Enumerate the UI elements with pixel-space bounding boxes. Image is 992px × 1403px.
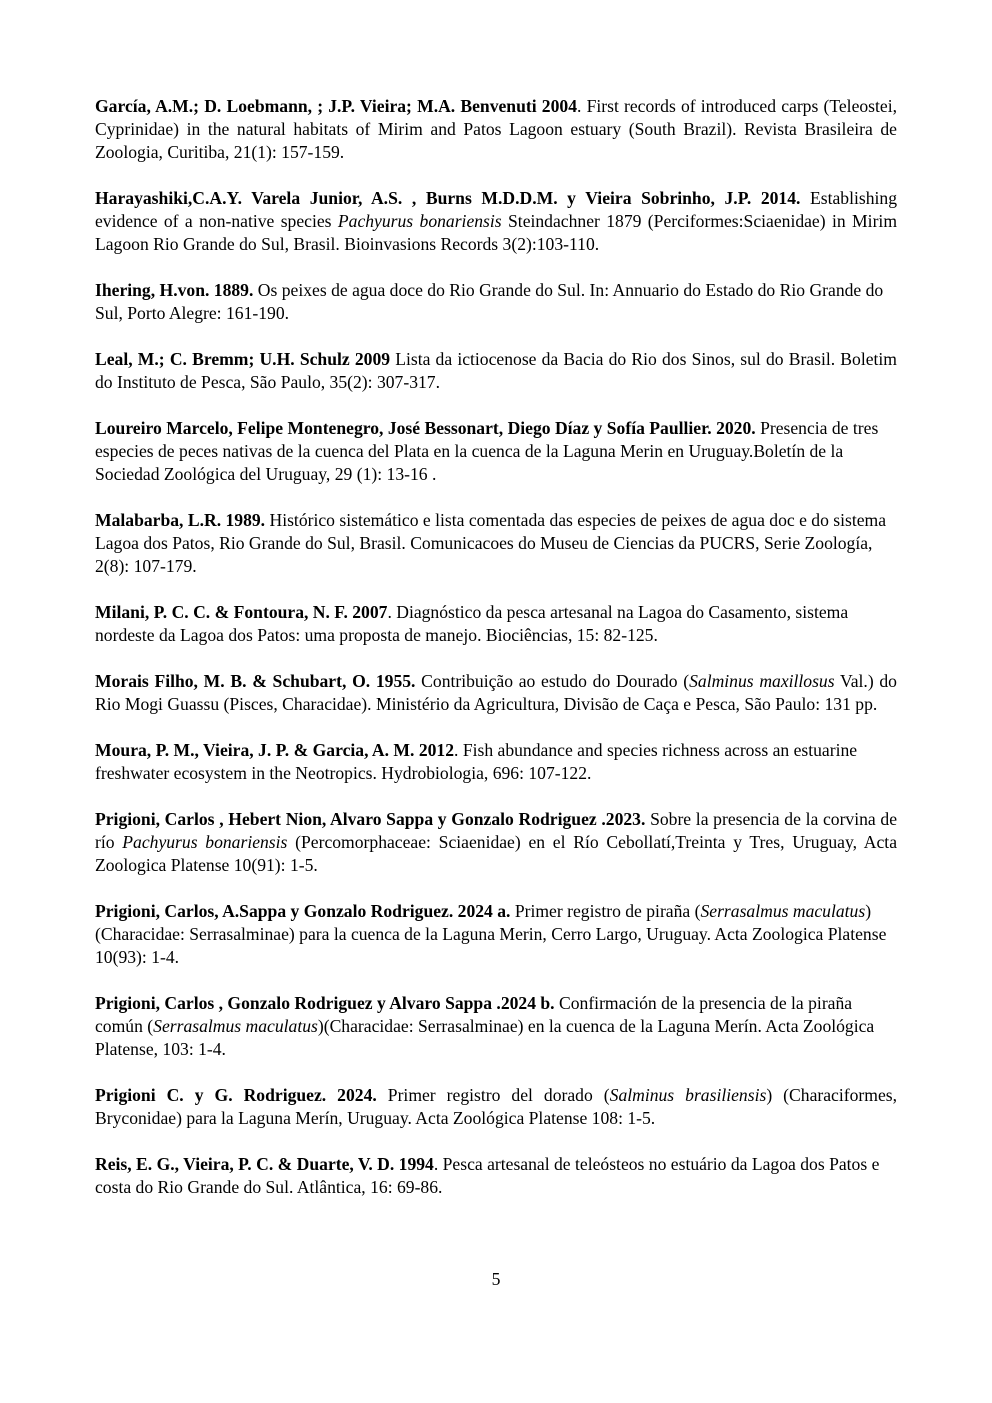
page-number: 5 xyxy=(491,1269,501,1289)
reference-text: . Fish abundance and species richness across an estuarine freshwater ecosystem in the Neotropics. Hydrobiologia, 696: 107-122. xyxy=(95,740,858,783)
reference-entry xyxy=(95,279,897,325)
reference-entry xyxy=(95,417,897,486)
reference-entry xyxy=(95,992,897,1061)
reference-authors: Reis, E. G., Vieira, P. C. & Duarte, V. D. 1994 xyxy=(95,1154,434,1174)
reference-authors: Milani, P. C. C. & Fontoura, N. F. 2007 xyxy=(95,602,388,622)
reference-text: Contribuição ao estudo do Dourado ( xyxy=(415,671,690,691)
reference-entry xyxy=(95,739,897,785)
reference-authors: Malabarba, L.R. 1989. xyxy=(95,510,266,530)
reference-text: . Diagnóstico da pesca artesanal na Lagoa do Casamento, sistema nordeste da Lagoa dos Patos: uma proposta de manejo. Biociências, 15: 82-125. xyxy=(95,602,849,645)
reference-text: Primer registro del dorado ( xyxy=(376,1085,610,1105)
reference-text: Val.) do Rio Mogi Guassu (Pisces, Characidae). Ministério da Agricultura, Divisão de Caça e Pesca, São Paulo: 131 pp. xyxy=(95,671,897,714)
reference-entry xyxy=(95,95,897,164)
reference-text: . First records of introduced carps (Teleostei, Cyprinidae) in the natural habitats of Mirim and Patos Lagoon estuary (South Brazil). Revista Brasileira de Zoologia, Curitiba, 21(1): 157-159. xyxy=(95,96,898,162)
species-name: Salminus maxillosus xyxy=(689,671,835,691)
reference-authors: Prigioni C. y G. Rodriguez. 2024. xyxy=(95,1085,377,1105)
reference-text: Confirmación de la presencia de la piraña común ( xyxy=(95,993,853,1036)
reference-entry xyxy=(95,187,897,256)
species-name: Pachyurus bonariensis xyxy=(337,211,502,231)
reference-authors: Loureiro Marcelo, Felipe Montenegro, José Bessonart, Diego Díaz y Sofía Paullier. 2020. xyxy=(95,418,756,438)
reference-text: Primer registro de piraña ( xyxy=(510,901,701,921)
reference-text: Presencia de tres especies de peces nativas de la cuenca del Plata en la cuenca de la Laguna Merin en Uruguay.Boletín de la Sociedad Zoológica del Uruguay, 29 (1): 13-16 . xyxy=(95,418,879,484)
reference-text: Steindachner 1879 (Perciformes:Sciaenidae) in Mirim Lagoon Rio Grande do Sul, Brasil. Bioinvasions Records 3(2):103-110. xyxy=(95,211,898,254)
reference-authors: Morais Filho, M. B. & Schubart, O. 1955. xyxy=(95,671,416,691)
reference-text: Sobre la presencia de la corvina de río xyxy=(95,809,898,852)
reference-entry xyxy=(95,670,897,716)
reference-authors: García, A.M.; D. Loebmann, ; J.P. Vieira; M.A. Benvenuti 2004 xyxy=(95,96,577,116)
reference-entry xyxy=(95,1084,897,1130)
reference-entry xyxy=(95,900,897,969)
reference-text: ) (Characidae: Serrasalminae) para la cuenca de la Laguna Merin, Cerro Largo, Uruguay. Acta Zoologica Platense 10(93): 1-4. xyxy=(95,901,887,967)
reference-entry xyxy=(95,601,897,647)
reference-list xyxy=(95,95,897,1222)
reference-entry xyxy=(95,348,897,394)
reference-text: )(Characidae: Serrasalminae) en la cuenca de la Laguna Merín. Acta Zoológica Platense, 103: 1-4. xyxy=(95,1016,875,1059)
reference-text: (Percomorphaceae: Sciaenidae) en el Río Cebollatí,Treinta y Tres, Uruguay, Acta Zoologica Platense 10(91): 1-5. xyxy=(95,832,898,875)
species-name: Pachyurus bonariensis xyxy=(122,832,288,852)
reference-authors: Harayashiki,C.A.Y. Varela Junior, A.S. , Burns M.D.D.M. y Vieira Sobrinho, J.P. 2014. xyxy=(95,188,801,208)
reference-text: Lista da ictiocenose da Bacia do Rio dos Sinos, sul do Brasil. Boletim do Instituto de Pesca, São Paulo, 35(2): 307-317. xyxy=(95,349,897,392)
reference-authors: Prigioni, Carlos , Gonzalo Rodriguez y Alvaro Sappa .2024 b. xyxy=(95,993,555,1013)
reference-entry xyxy=(95,808,897,877)
reference-text: ) (Characiformes, Bryconidae) para la Laguna Merín, Uruguay. Acta Zoológica Platense 108: 1-5. xyxy=(95,1085,897,1128)
reference-authors: Prigioni, Carlos, A.Sappa y Gonzalo Rodriguez. 2024 a. xyxy=(95,901,511,921)
reference-entry xyxy=(95,1153,897,1199)
reference-text: Os peixes de agua doce do Rio Grande do Sul. In: Annuario do Estado do Rio Grande do Sul, Porto Alegre: 161-190. xyxy=(95,280,884,323)
reference-authors: Leal, M.; C. Bremm; U.H. Schulz 2009 xyxy=(95,349,391,369)
reference-text: Establishing evidence of a non-native species xyxy=(95,188,898,231)
reference-authors: Ihering, H.von. 1889. xyxy=(95,280,254,300)
reference-text: . Pesca artesanal de teleósteos no estuário da Lagoa dos Patos e costa do Rio Grande do Sul. Atlântica, 16: 69-86. xyxy=(95,1154,880,1197)
species-name: Salminus brasiliensis xyxy=(609,1085,767,1105)
reference-authors: Prigioni, Carlos , Hebert Nion, Alvaro Sappa y Gonzalo Rodriguez .2023. xyxy=(95,809,646,829)
species-name: Serrasalmus maculatus xyxy=(153,1016,318,1036)
species-name: Serrasalmus maculatus xyxy=(700,901,866,921)
reference-text: Histórico sistemático e lista comentada das especies de peixes de agua doc e do sistema Lagoa dos Patos, Rio Grande do Sul, Brasil. Comunicacoes do Museu de Ciencias da PUCRS, Serie Zoología, 2(8): 107-179. xyxy=(95,510,887,576)
reference-entry xyxy=(95,509,897,578)
reference-authors: Moura, P. M., Vieira, J. P. & Garcia, A. M. 2012 xyxy=(95,740,455,760)
